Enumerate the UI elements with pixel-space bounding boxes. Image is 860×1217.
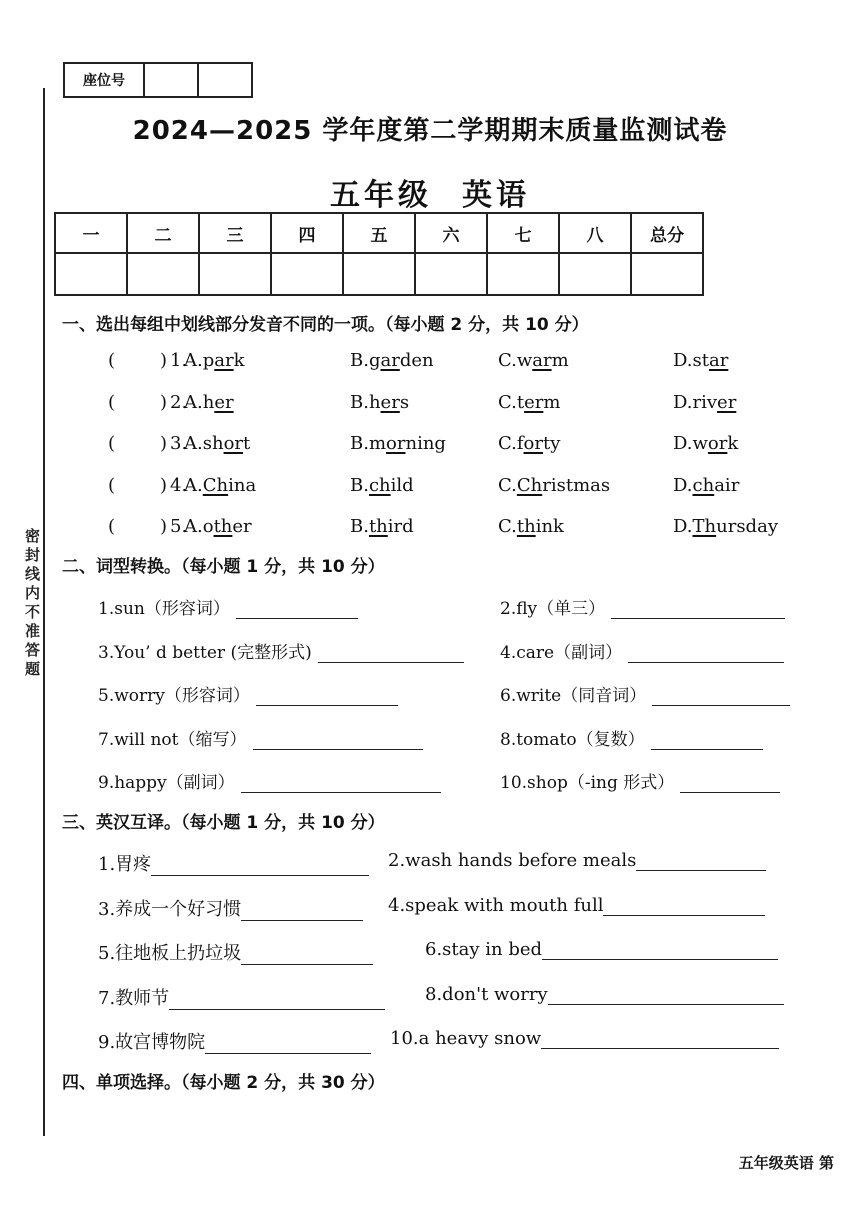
option-text: C. (498, 516, 517, 537)
answer-bracket[interactable] (108, 433, 178, 454)
option-text: k (233, 350, 245, 371)
underlined-part: ar (380, 350, 400, 371)
underlined-part: Ch (516, 474, 543, 496)
word-form-question (98, 725, 423, 750)
option-text: m (551, 350, 569, 371)
option-text: ild (390, 474, 414, 496)
answer-line[interactable] (169, 991, 385, 1010)
question-text: 8.tomato（复数） (500, 729, 645, 750)
option-a (184, 433, 250, 454)
question-text: 4.care（副词） (500, 642, 623, 663)
option-text: A.o (184, 516, 214, 537)
option-c (498, 475, 610, 496)
option-text: B.g (350, 350, 381, 371)
answer-line[interactable] (542, 941, 778, 960)
question-text: 9.故宫博物院 (98, 1032, 206, 1053)
question-text: 6.stay in bed (425, 939, 543, 960)
question-text: 1.sun（形容词） (98, 599, 230, 619)
underlined-part: th (516, 516, 536, 537)
translation-question (98, 939, 373, 965)
answer-line[interactable] (603, 897, 765, 916)
option-d (673, 516, 778, 537)
underlined-part: or (386, 433, 406, 454)
option-text: C.t (498, 391, 525, 413)
option-text: D. (673, 474, 693, 496)
option-b (350, 392, 409, 413)
underlined-part: ch (692, 474, 715, 496)
seal-notice: 密封线内不准答题 (23, 528, 41, 680)
score-header-cell: 六 (415, 213, 487, 253)
option-d (673, 475, 739, 496)
option-a (184, 475, 256, 496)
score-header-cell: 七 (487, 213, 559, 253)
question-text: 10.a heavy snow (390, 1028, 542, 1049)
word-form-question (98, 594, 358, 619)
score-header-cell: 五 (343, 213, 415, 253)
score-header-cell: 一 (55, 213, 127, 253)
option-b (350, 350, 434, 371)
underlined-part: th (368, 516, 388, 537)
option-text: C.f (498, 433, 524, 454)
question-text: 5.往地板上扔垃圾 (98, 943, 242, 964)
option-text: A. (184, 474, 203, 496)
score-table-header-row (55, 213, 703, 253)
translation-question (388, 850, 766, 871)
option-text: ristmas (542, 474, 611, 496)
question-text: 2.wash hands before meals (388, 850, 637, 871)
section3-title: 三、英汉互译。（每小题 1 分，共 10 分） (62, 813, 385, 833)
question-text: 10.shop（-ing 形式） (500, 773, 675, 793)
option-b (350, 516, 414, 537)
question-number: 1. (170, 350, 188, 371)
answer-line[interactable] (541, 1030, 779, 1049)
word-form-question (98, 638, 464, 663)
question-number: 3. (170, 433, 188, 454)
score-header-cell: 四 (271, 213, 343, 253)
answer-line[interactable] (241, 774, 441, 793)
seat-number-label: 座位号 (65, 64, 145, 96)
option-text: ina (228, 474, 257, 496)
question-text: 7.教师节 (98, 987, 170, 1009)
option-text: ink (535, 516, 564, 537)
score-entry-cell (487, 253, 559, 295)
seat-number-cell[interactable] (199, 64, 251, 96)
translation-question (98, 1028, 371, 1054)
question-text: 9.happy（副词） (98, 773, 235, 793)
option-a (184, 392, 234, 413)
option-text: A.h (184, 391, 215, 413)
option-text: C.w (498, 350, 533, 371)
score-entry-cell (127, 253, 199, 295)
option-c (498, 516, 564, 537)
option-text: D. (673, 516, 693, 537)
bracket-close: ) (160, 433, 168, 454)
question-number: 2. (170, 391, 188, 413)
question-text: 3.养成一个好习惯 (98, 898, 242, 920)
score-entry-cell (343, 253, 415, 295)
option-b (350, 475, 414, 496)
seat-number-cell[interactable] (145, 64, 199, 96)
word-form-question (500, 594, 785, 619)
exam-title: 2024—2025 学年度第二学期期末质量监测试卷 (132, 116, 728, 146)
option-text: s (399, 391, 410, 413)
seat-number-box (63, 62, 253, 98)
option-text: k (727, 433, 739, 454)
option-text: ird (387, 516, 414, 537)
underlined-part: er (524, 391, 544, 413)
translation-question (98, 984, 385, 1010)
score-header-cell: 总分 (631, 213, 703, 253)
option-text: er (232, 516, 252, 537)
answer-line[interactable] (151, 857, 369, 876)
underlined-part: er (214, 391, 234, 413)
option-text: A.sh (184, 433, 224, 454)
answer-line[interactable] (318, 644, 464, 663)
underlined-part: ar (214, 350, 234, 371)
translation-question (388, 895, 765, 916)
option-c (498, 433, 560, 454)
answer-line[interactable] (205, 1035, 371, 1054)
answer-line[interactable] (651, 731, 763, 750)
question-number: 5. (170, 516, 188, 537)
score-table-blank-row (55, 253, 703, 295)
underlined-part: th (213, 516, 233, 537)
translation-question (425, 939, 778, 960)
option-text: B. (350, 516, 369, 537)
bracket-close: ) (160, 474, 168, 496)
score-table (54, 212, 704, 296)
option-d (673, 392, 736, 413)
bracket-open: ( (108, 516, 116, 537)
underlined-part: ch (368, 474, 391, 496)
underlined-part: ar (708, 350, 729, 371)
word-form-question (500, 725, 763, 750)
subject-label: 英语 (462, 178, 530, 213)
underlined-part: er (717, 391, 737, 413)
option-text: ty (542, 433, 561, 454)
answer-line[interactable] (256, 687, 398, 706)
translation-question (98, 895, 363, 921)
question-text: 1.胃疼 (98, 854, 152, 875)
section4-title: 四、单项选择。（每小题 2 分，共 30 分） (62, 1073, 385, 1093)
translation-question (425, 984, 784, 1005)
exam-subtitle (0, 170, 860, 214)
option-a (184, 350, 245, 371)
score-header-cell: 三 (199, 213, 271, 253)
word-form-question (500, 638, 784, 663)
bracket-close: ) (160, 350, 168, 371)
option-c (498, 392, 560, 413)
question-text: 7.will not（缩写） (98, 729, 247, 750)
score-entry-cell (415, 253, 487, 295)
answer-bracket[interactable] (108, 350, 178, 371)
score-header-cell: 八 (559, 213, 631, 253)
answer-line[interactable] (680, 774, 780, 793)
question-text: 5.worry（形容词） (98, 686, 250, 706)
bracket-close: ) (160, 391, 168, 413)
word-form-question (500, 681, 790, 706)
underlined-part: Ch (202, 474, 229, 496)
score-entry-cell (559, 253, 631, 295)
answer-line[interactable] (253, 731, 423, 750)
option-d (673, 350, 728, 371)
underlined-part: Th (692, 516, 717, 537)
question-text: 3.You’ d better (完整形式) (98, 642, 312, 663)
underlined-part: or (707, 433, 728, 454)
answer-line[interactable] (611, 600, 785, 619)
bracket-open: ( (108, 474, 116, 496)
option-text: air (714, 474, 740, 496)
bracket-open: ( (108, 391, 116, 413)
option-c (498, 350, 569, 371)
option-text: B. (350, 474, 369, 496)
underlined-part: er (380, 391, 400, 413)
option-text: ursday (716, 516, 778, 537)
option-text: D.riv (673, 391, 718, 413)
option-b (350, 433, 446, 454)
option-text: D.w (673, 433, 708, 454)
underlined-part: or (523, 433, 543, 454)
option-text: B.h (350, 391, 381, 413)
section2-title: 二、词型转换。（每小题 1 分，共 10 分） (62, 557, 385, 577)
option-text: m (543, 391, 561, 413)
answer-line[interactable] (241, 902, 363, 921)
bracket-open: ( (108, 433, 116, 454)
translation-question (390, 1028, 779, 1049)
question-number: 4. (170, 474, 188, 496)
seal-margin-line (43, 88, 45, 1136)
option-text: t (243, 433, 251, 454)
option-text: A.p (184, 350, 215, 371)
bracket-open: ( (108, 350, 116, 371)
answer-line[interactable] (652, 687, 790, 706)
question-text: 2.fly（单三） (500, 599, 606, 619)
score-entry-cell (55, 253, 127, 295)
bracket-close: ) (160, 516, 168, 537)
question-text: 4.speak with mouth full (388, 894, 604, 916)
question-text: 8.don't worry (425, 983, 548, 1005)
answer-line[interactable] (236, 600, 358, 619)
answer-bracket[interactable] (108, 475, 178, 496)
option-text: D.st (673, 350, 709, 371)
score-entry-cell (631, 253, 703, 295)
score-header-cell: 二 (127, 213, 199, 253)
word-form-question (500, 768, 780, 793)
option-text: B.m (350, 433, 387, 454)
option-a (184, 516, 252, 537)
question-text: 6.write（同音词） (500, 686, 647, 706)
option-text: C. (498, 474, 517, 496)
page-footer: 五年级英语 第 (738, 1154, 834, 1172)
answer-line[interactable] (628, 644, 784, 663)
option-d (673, 433, 738, 454)
score-entry-cell (271, 253, 343, 295)
underlined-part: ar (532, 350, 552, 371)
answer-line[interactable] (241, 946, 373, 965)
answer-bracket[interactable] (108, 516, 178, 537)
grade-label: 五年级 (330, 178, 432, 213)
answer-line[interactable] (636, 852, 766, 871)
option-text: den (399, 350, 434, 371)
word-form-question (98, 768, 441, 793)
translation-question (98, 850, 369, 876)
option-text: ning (405, 433, 446, 454)
section1-title: 一、选出每组中划线部分发音不同的一项。（每小题 2 分，共 10 分） (62, 315, 589, 335)
underlined-part: or (223, 433, 244, 454)
answer-line[interactable] (548, 986, 784, 1005)
word-form-question (98, 681, 398, 706)
answer-bracket[interactable] (108, 392, 178, 413)
score-entry-cell (199, 253, 271, 295)
